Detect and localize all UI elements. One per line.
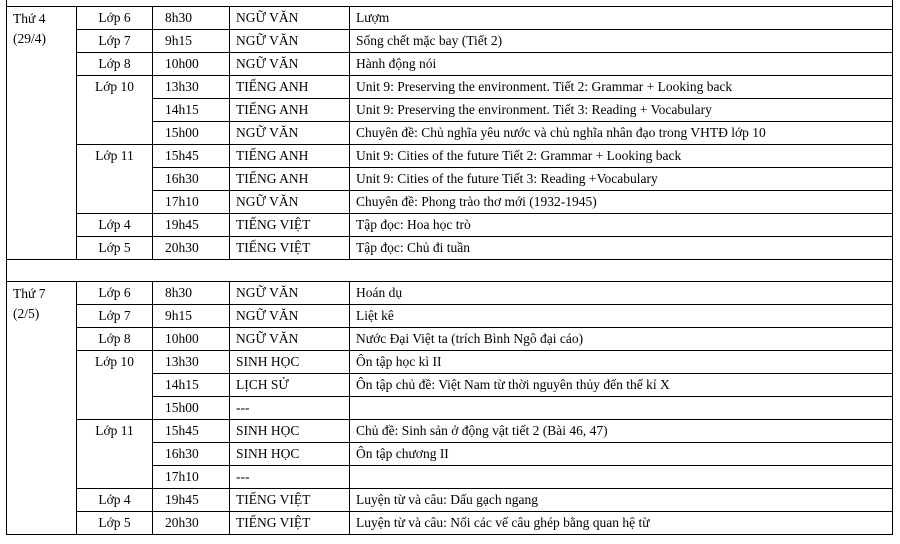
lesson-cell: Unit 9: Preserving the environment. Tiết 2: Grammar + Looking back	[350, 76, 893, 99]
time-cell: 8h30	[153, 282, 230, 305]
lesson-cell: Unit 9: Cities of the future Tiết 2: Grammar + Looking back	[350, 145, 893, 168]
lesson-cell	[350, 466, 893, 489]
class-cell: Lớp 11	[77, 145, 153, 214]
time-cell: 13h30	[153, 351, 230, 374]
subject-cell: SINH HỌC	[230, 420, 350, 443]
day-cell	[7, 282, 77, 535]
subject-cell: TIẾNG ANH	[230, 145, 350, 168]
lesson-cell	[350, 397, 893, 420]
subject-cell: NGỮ VĂN	[230, 305, 350, 328]
schedule-row	[7, 305, 893, 328]
subject-cell: ---	[230, 397, 350, 420]
time-cell: 16h30	[153, 443, 230, 466]
subject-cell: TIẾNG ANH	[230, 99, 350, 122]
time-cell: 20h30	[153, 512, 230, 535]
class-cell: Lớp 6	[77, 7, 153, 30]
schedule-row	[7, 282, 893, 305]
schedule-row	[7, 328, 893, 351]
subject-cell: NGỮ VĂN	[230, 53, 350, 76]
time-cell: 17h10	[153, 466, 230, 489]
schedule-row	[7, 76, 893, 99]
time-cell: 17h10	[153, 191, 230, 214]
class-cell: Lớp 5	[77, 237, 153, 260]
subject-cell: NGỮ VĂN	[230, 7, 350, 30]
lesson-cell: Luyện từ và câu: Nối các vế câu ghép bằng quan hệ từ	[350, 512, 893, 535]
lesson-cell: Ôn tập chủ đề: Việt Nam từ thời nguyên thủy đến thế kỉ X	[350, 374, 893, 397]
time-cell: 14h15	[153, 374, 230, 397]
class-cell: Lớp 8	[77, 328, 153, 351]
subject-cell: TIẾNG VIỆT	[230, 214, 350, 237]
time-cell: 15h00	[153, 397, 230, 420]
subject-cell: ---	[230, 466, 350, 489]
time-cell: 19h45	[153, 214, 230, 237]
class-cell: Lớp 7	[77, 305, 153, 328]
subject-cell: LỊCH SỬ	[230, 374, 350, 397]
class-cell: Lớp 10	[77, 76, 153, 145]
lesson-cell: Nước Đại Việt ta (trích Bình Ngô đại cáo)	[350, 328, 893, 351]
schedule-row	[7, 7, 893, 30]
time-cell: 8h30	[153, 7, 230, 30]
class-cell: Lớp 6	[77, 282, 153, 305]
day-label: Thứ 4	[13, 11, 46, 26]
time-cell: 9h15	[153, 30, 230, 53]
time-cell: 10h00	[153, 328, 230, 351]
lesson-cell: Ôn tập chương II	[350, 443, 893, 466]
time-cell: 15h45	[153, 420, 230, 443]
day-date: (29/4)	[13, 31, 46, 46]
lesson-cell: Unit 9: Cities of the future Tiết 3: Reading +Vocabulary	[350, 168, 893, 191]
day-date: (2/5)	[13, 306, 40, 321]
lesson-cell: Chuyên đề: Phong trào thơ mới (1932-1945)	[350, 191, 893, 214]
schedule-table	[6, 0, 893, 535]
class-cell: Lớp 4	[77, 489, 153, 512]
lesson-cell: Chủ đề: Sinh sản ở động vật tiết 2 (Bài 46, 47)	[350, 420, 893, 443]
lesson-cell: Tập đọc: Chủ đi tuần	[350, 237, 893, 260]
subject-cell: TIẾNG VIỆT	[230, 512, 350, 535]
subject-cell: NGỮ VĂN	[230, 328, 350, 351]
subject-cell: NGỮ VĂN	[230, 122, 350, 145]
time-cell: 15h00	[153, 122, 230, 145]
subject-cell: SINH HỌC	[230, 351, 350, 374]
lesson-cell: Hành động nói	[350, 53, 893, 76]
class-cell: Lớp 8	[77, 53, 153, 76]
lesson-cell: Ôn tập học kì II	[350, 351, 893, 374]
schedule-row	[7, 512, 893, 535]
time-cell: 20h30	[153, 237, 230, 260]
lesson-cell: Sống chết mặc bay (Tiết 2)	[350, 30, 893, 53]
schedule-row	[7, 145, 893, 168]
time-cell: 13h30	[153, 76, 230, 99]
lesson-cell: Luyện từ và câu: Dấu gạch ngang	[350, 489, 893, 512]
lesson-cell: Lượm	[350, 7, 893, 30]
schedule-body	[7, 0, 893, 535]
class-cell: Lớp 4	[77, 214, 153, 237]
lesson-cell: Unit 9: Preserving the environment. Tiết 3: Reading + Vocabulary	[350, 99, 893, 122]
day-separator-row	[7, 260, 893, 282]
schedule-row	[7, 237, 893, 260]
class-cell: Lớp 11	[77, 420, 153, 489]
time-cell: 10h00	[153, 53, 230, 76]
time-cell: 16h30	[153, 168, 230, 191]
subject-cell: NGỮ VĂN	[230, 282, 350, 305]
schedule-row	[7, 489, 893, 512]
lesson-cell: Liệt kê	[350, 305, 893, 328]
time-cell: 15h45	[153, 145, 230, 168]
day-label: Thứ 7	[13, 286, 46, 301]
schedule-row	[7, 53, 893, 76]
subject-cell: TIẾNG ANH	[230, 168, 350, 191]
subject-cell: TIẾNG VIỆT	[230, 237, 350, 260]
subject-cell: TIẾNG VIỆT	[230, 489, 350, 512]
time-cell: 19h45	[153, 489, 230, 512]
subject-cell: TIẾNG ANH	[230, 76, 350, 99]
lesson-cell: Hoán dụ	[350, 282, 893, 305]
day-cell	[7, 7, 77, 260]
subject-cell: SINH HỌC	[230, 443, 350, 466]
time-cell: 9h15	[153, 305, 230, 328]
subject-cell: NGỮ VĂN	[230, 191, 350, 214]
schedule-row	[7, 214, 893, 237]
schedule-row	[7, 420, 893, 443]
class-cell: Lớp 5	[77, 512, 153, 535]
time-cell: 14h15	[153, 99, 230, 122]
class-cell: Lớp 10	[77, 351, 153, 420]
subject-cell: NGỮ VĂN	[230, 30, 350, 53]
class-cell: Lớp 7	[77, 30, 153, 53]
lesson-cell: Chuyên đề: Chủ nghĩa yêu nước và chủ nghĩa nhân đạo trong VHTĐ lớp 10	[350, 122, 893, 145]
schedule-row	[7, 30, 893, 53]
separator-cell	[7, 260, 893, 282]
lesson-cell: Tập đọc: Hoa học trò	[350, 214, 893, 237]
schedule-row	[7, 351, 893, 374]
